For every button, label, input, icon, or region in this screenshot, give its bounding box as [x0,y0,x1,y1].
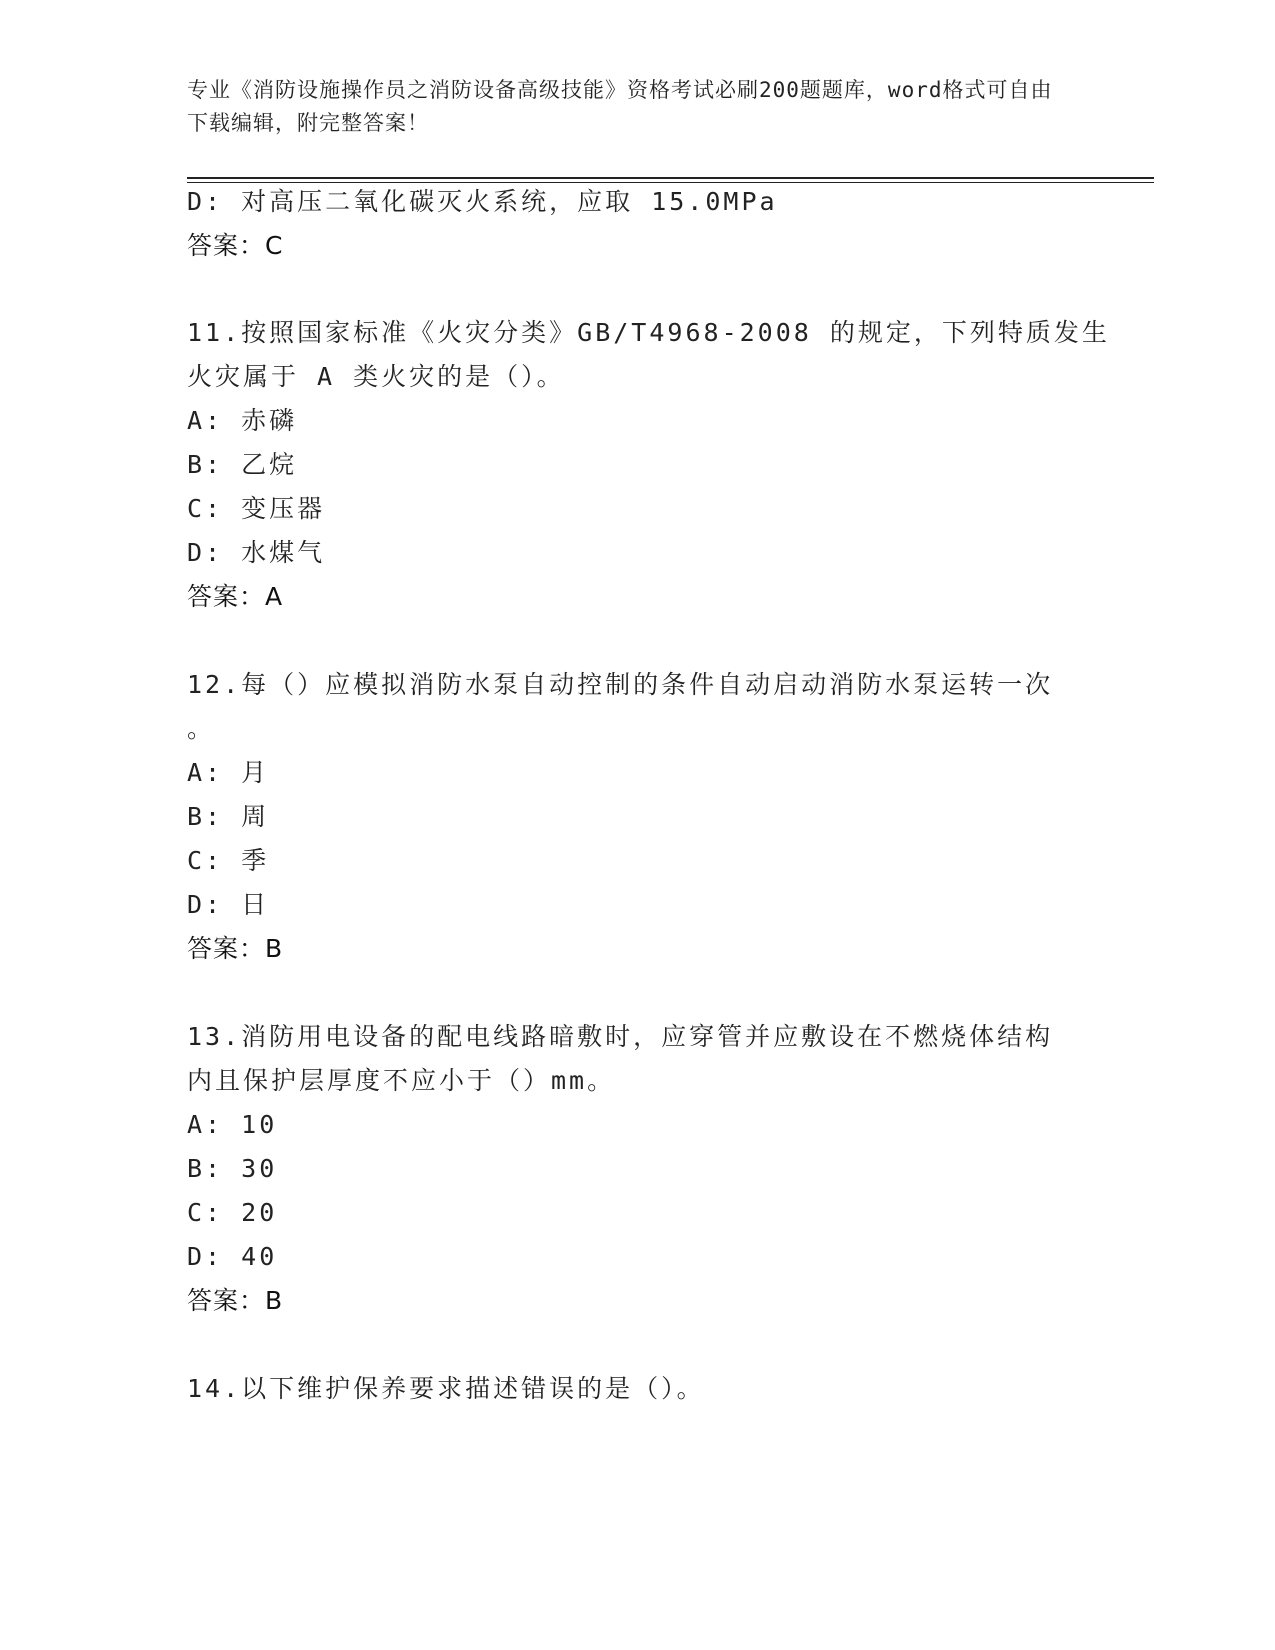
question-11-option-a: A: 赤磷 [187,406,298,435]
question-11-option-b: B: 乙烷 [187,450,298,479]
question-12-option-a: A: 月 [187,758,270,787]
question-13-stem-line1: 13.消防用电设备的配电线路暗敷时，应穿管并应敷设在不燃烧体结构 [187,1022,1054,1051]
header-divider-thin [187,182,1154,183]
question-13-option-c: C: 20 [187,1198,278,1227]
question-12-stem-line2: 。 [187,714,216,743]
question-11-answer: 答案：A [187,582,284,611]
question-12-option-d: D: 日 [187,890,270,919]
prev-answer: 答案：C [187,231,284,260]
question-12-option-b: B: 周 [187,802,270,831]
question-13-stem-line2: 内且保护层厚度不应小于（）mm。 [187,1066,616,1095]
question-11-option-d: D: 水煤气 [187,538,326,567]
question-11-stem-line2: 火灾属于 A 类火灾的是（）。 [187,362,565,391]
question-12-answer: 答案：B [187,934,284,963]
question-13-option-d: D: 40 [187,1242,278,1271]
question-11-stem-line1: 11.按照国家标准《火灾分类》GB/T4968-2008 的规定，下列特质发生 [187,318,1110,347]
question-11-option-c: C: 变压器 [187,494,326,523]
question-12-stem-line1: 12.每（）应模拟消防水泵自动控制的条件自动启动消防水泵运转一次 [187,670,1054,699]
prev-option-d: D: 对高压二氧化碳灭火系统，应取 15.0MPa [187,187,778,216]
header-divider-thick [187,177,1154,179]
question-13-option-b: B: 30 [187,1154,278,1183]
question-13-answer: 答案：B [187,1286,284,1315]
question-14-stem-line1: 14.以下维护保养要求描述错误的是（）。 [187,1374,705,1403]
question-13-option-a: A: 10 [187,1110,278,1139]
question-12-option-c: C: 季 [187,846,270,875]
document-header: 专业《消防设施操作员之消防设备高级技能》资格考试必刷200题题库，word格式可自由下载编辑，附完整答案！ [187,78,1053,135]
